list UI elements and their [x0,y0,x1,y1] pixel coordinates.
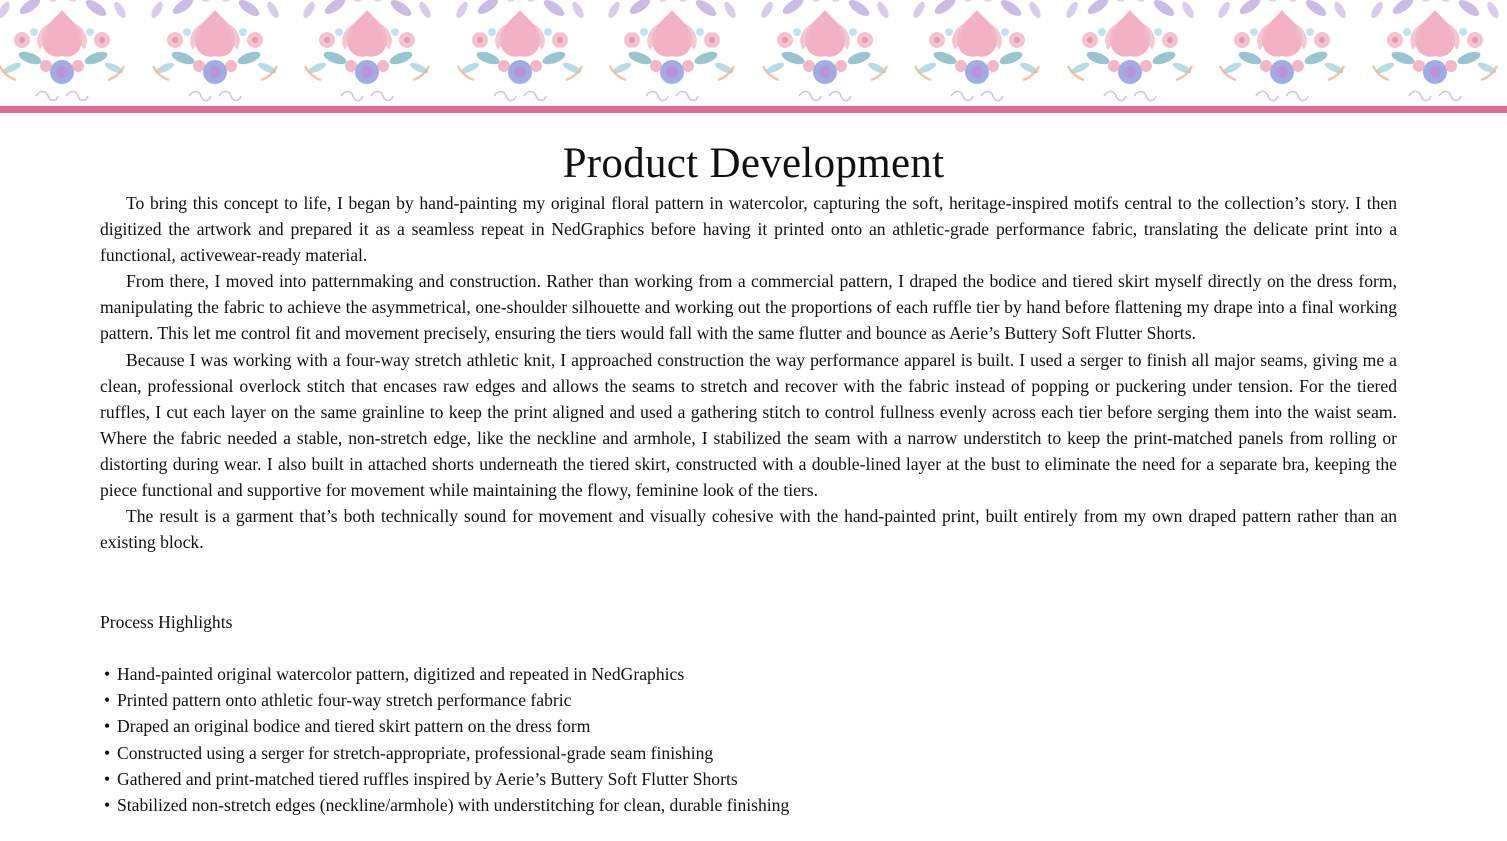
list-item [104,687,789,713]
list-item-text: Gathered and print-matched tiered ruffles inspired by Aerie’s Buttery Soft Flutter Shorts [117,768,738,789]
bullet-icon: • [104,716,111,737]
paragraph-construction: Because I was working with a four-way stretch athletic knit, I approached construction the way performance apparel is built. I used a serger to finish all major seams, giving me a clean, professional overlock stitch that encases raw edges and allows the seams to stretch and recover with the fabric instead of popping or puckering under tension. For the tiered ruffles, I cut each layer on the same grainline to keep the print aligned and used a gathering stitch to control fullness evenly across each tier before serging them into the waist seam. Where the fabric needed a stable, non-stretch edge, like the neckline and armhole, I stabilized the seam with a narrow understitch to keep the print-matched panels from rolling or distorting during wear. I also built in attached shorts underneath the tiered skirt, constructed with a double-lined layer at the bust to eliminate the need for a separate bra, keeping the piece functional and supportive for movement while maintaining the flowy, feminine look of the tiers. [100,349,1397,501]
pink-divider-stripe [0,106,1507,113]
paragraph-patternmaking: From there, I moved into patternmaking and construction. Rather than working from a commercial pattern, I draped the bodice and tiered skirt myself directly on the dress form, manipulating the fabric to achieve the asymmetrical, one-shoulder silhouette and working out the proportions of each ruffle tier by hand before flattening my drape into a final working pattern. This let me control fit and movement precisely, ensuring the tiers would fall with the same flutter and bounce as Aerie’s Buttery Soft Flutter Shorts. [100,271,1397,344]
floral-motif-graphic [0,0,1507,106]
list-item [104,766,789,792]
list-item-text: Constructed using a serger for stretch-appropriate, professional-grade seam finishing [117,742,714,763]
bullet-icon: • [104,664,111,684]
list-item [104,661,789,687]
list-item-text: Hand-painted original watercolor pattern, digitized and repeated in NedGraphics [117,664,685,684]
list-item [104,713,789,739]
list-item-text: Printed pattern onto athletic four-way stretch performance fabric [117,690,572,711]
page-title: Product Development [562,140,945,187]
list-item-text: Draped an original bodice and tiered skirt pattern on the dress form [117,716,591,737]
list-item [104,792,789,818]
highlights-list [104,661,789,818]
bullet-icon: • [104,795,111,816]
body-text [100,190,1397,555]
list-item [104,740,789,766]
bullet-icon: • [104,690,111,711]
bullet-icon: • [104,742,111,763]
list-item-text: Stabilized non-stretch edges (neckline/armhole) with understitching for clean, durable finishing [117,795,790,816]
bullet-icon: • [104,768,111,789]
paragraph-result: The result is a garment that’s both technically sound for movement and visually cohesive with the hand-painted print, built entirely from my own draped pattern rather than an existing block. [100,506,1397,553]
highlights-heading: Process Highlights [100,612,233,632]
floral-pattern-banner [0,0,1507,106]
paragraph-intro: To bring this concept to life, I began by hand-painting my original floral pattern in watercolor, capturing the soft, heritage-inspired motifs central to the collection’s story. I then digitized the artwork and prepared it as a seamless repeat in NedGraphics before having it printed onto an athletic-grade performance fabric, translating the delicate print into a functional, activewear-ready material. [100,193,1397,266]
